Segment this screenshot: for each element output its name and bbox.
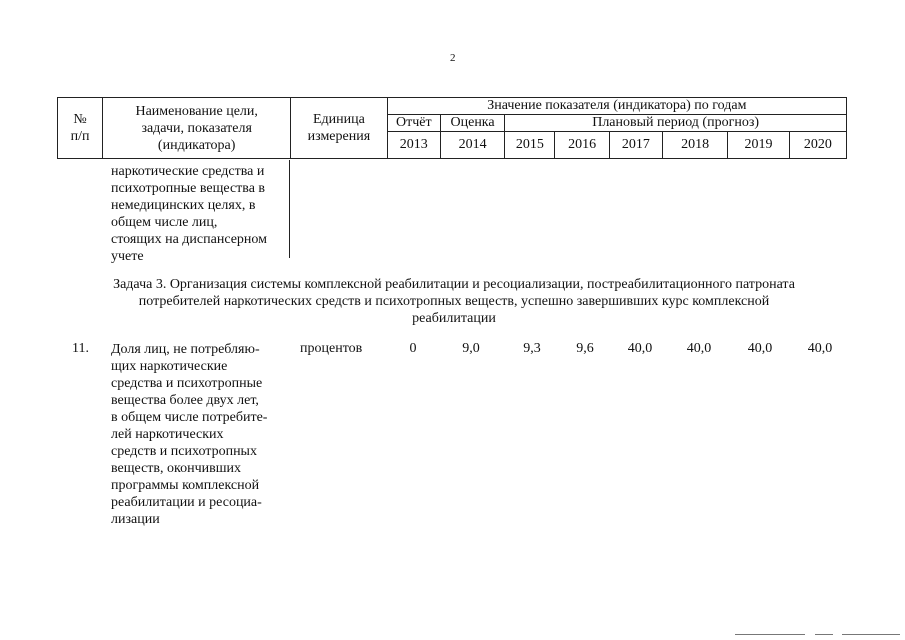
- header-plan-year: 2019: [728, 132, 789, 159]
- continued-indicator-name: [111, 163, 291, 265]
- row-name-line: средств и психотропных: [111, 444, 257, 459]
- header-report-year: 2013: [387, 132, 440, 159]
- row-name-line: щих наркотические: [111, 359, 228, 374]
- row-name-line: средства и психотропные: [111, 376, 263, 391]
- indicator-table-header: [57, 97, 847, 159]
- row-name-line: лизации: [111, 512, 160, 527]
- header-values-group: Значение показателя (индикатора) по годам: [387, 98, 846, 115]
- header-name-line-2: задачи, показателя: [141, 120, 252, 136]
- continued-line: общем числе лиц,: [111, 215, 218, 230]
- header-name-line-1: Наименование цели,: [135, 103, 258, 119]
- scan-artifact-line: [815, 634, 833, 635]
- task-heading: [68, 276, 840, 327]
- row-unit: процентов: [300, 341, 363, 356]
- header-estimate-year: 2014: [440, 132, 504, 159]
- row-name-line: в общем числе потребите-: [111, 410, 268, 425]
- row-value-2013: 0: [409, 341, 417, 356]
- row-value-2017: 40,0: [627, 341, 653, 356]
- scan-artifact-line: [842, 634, 900, 635]
- header-report-label: Отчёт: [387, 115, 440, 132]
- header-unit-cell: [291, 98, 387, 159]
- header-unit-line-1: Единица: [312, 112, 365, 127]
- task-line: Задача 3. Организация системы комплексной реабилитации и ресоциализации, постреабилитационного патроната: [113, 277, 795, 292]
- scan-artifact-line: [735, 634, 805, 635]
- row-value-2014: 9,0: [462, 341, 480, 356]
- continued-line: учете: [111, 249, 144, 264]
- header-plan-year: 2015: [505, 132, 555, 159]
- row-name-line: лей наркотических: [111, 427, 224, 442]
- header-number-cell: [58, 98, 103, 159]
- row-value-2019: 40,0: [747, 341, 773, 356]
- header-plan-label: Плановый период (прогноз): [505, 115, 847, 132]
- row-value-2020: 40,0: [807, 341, 833, 356]
- task-line: реабилитации: [412, 311, 496, 326]
- header-unit-line-2: измерения: [307, 129, 371, 144]
- row-name-line: реабилитации и ресоциа-: [111, 495, 262, 510]
- header-name-cell: [103, 98, 291, 159]
- header-name-line-3: (индикатора): [157, 137, 236, 153]
- continued-line: стоящих на диспансерном: [111, 232, 268, 247]
- row-name-line: веществ, окончивших: [111, 461, 242, 476]
- header-number-abbr: п/п: [70, 129, 90, 144]
- page-number: 2: [450, 52, 456, 64]
- row-name-line: Доля лиц, не потребляю-: [111, 342, 260, 357]
- row-value-2016: 9,6: [576, 341, 594, 356]
- header-plan-year: 2018: [663, 132, 728, 159]
- row-name-line: программы комплексной: [111, 478, 260, 493]
- header-plan-year: 2020: [789, 132, 846, 159]
- row-value-2018: 40,0: [686, 341, 712, 356]
- continued-line: наркотические средства и: [111, 164, 265, 179]
- task-line: потребителей наркотических средств и психотропных веществ, успешно завершивших курс комплексной: [138, 294, 770, 309]
- header-estimate-label: Оценка: [440, 115, 504, 132]
- row-value-2015: 9,3: [523, 341, 541, 356]
- row-number: 11.: [72, 341, 89, 356]
- header-number-sign: №: [73, 112, 87, 127]
- continued-line: психотропные вещества в: [111, 181, 266, 196]
- continued-line: немедицинских целях, в: [111, 198, 256, 213]
- row-name-line: вещества более двух лет,: [111, 393, 259, 408]
- header-plan-year: 2017: [609, 132, 662, 159]
- row-indicator-name: [111, 341, 289, 528]
- header-plan-year: 2016: [555, 132, 609, 159]
